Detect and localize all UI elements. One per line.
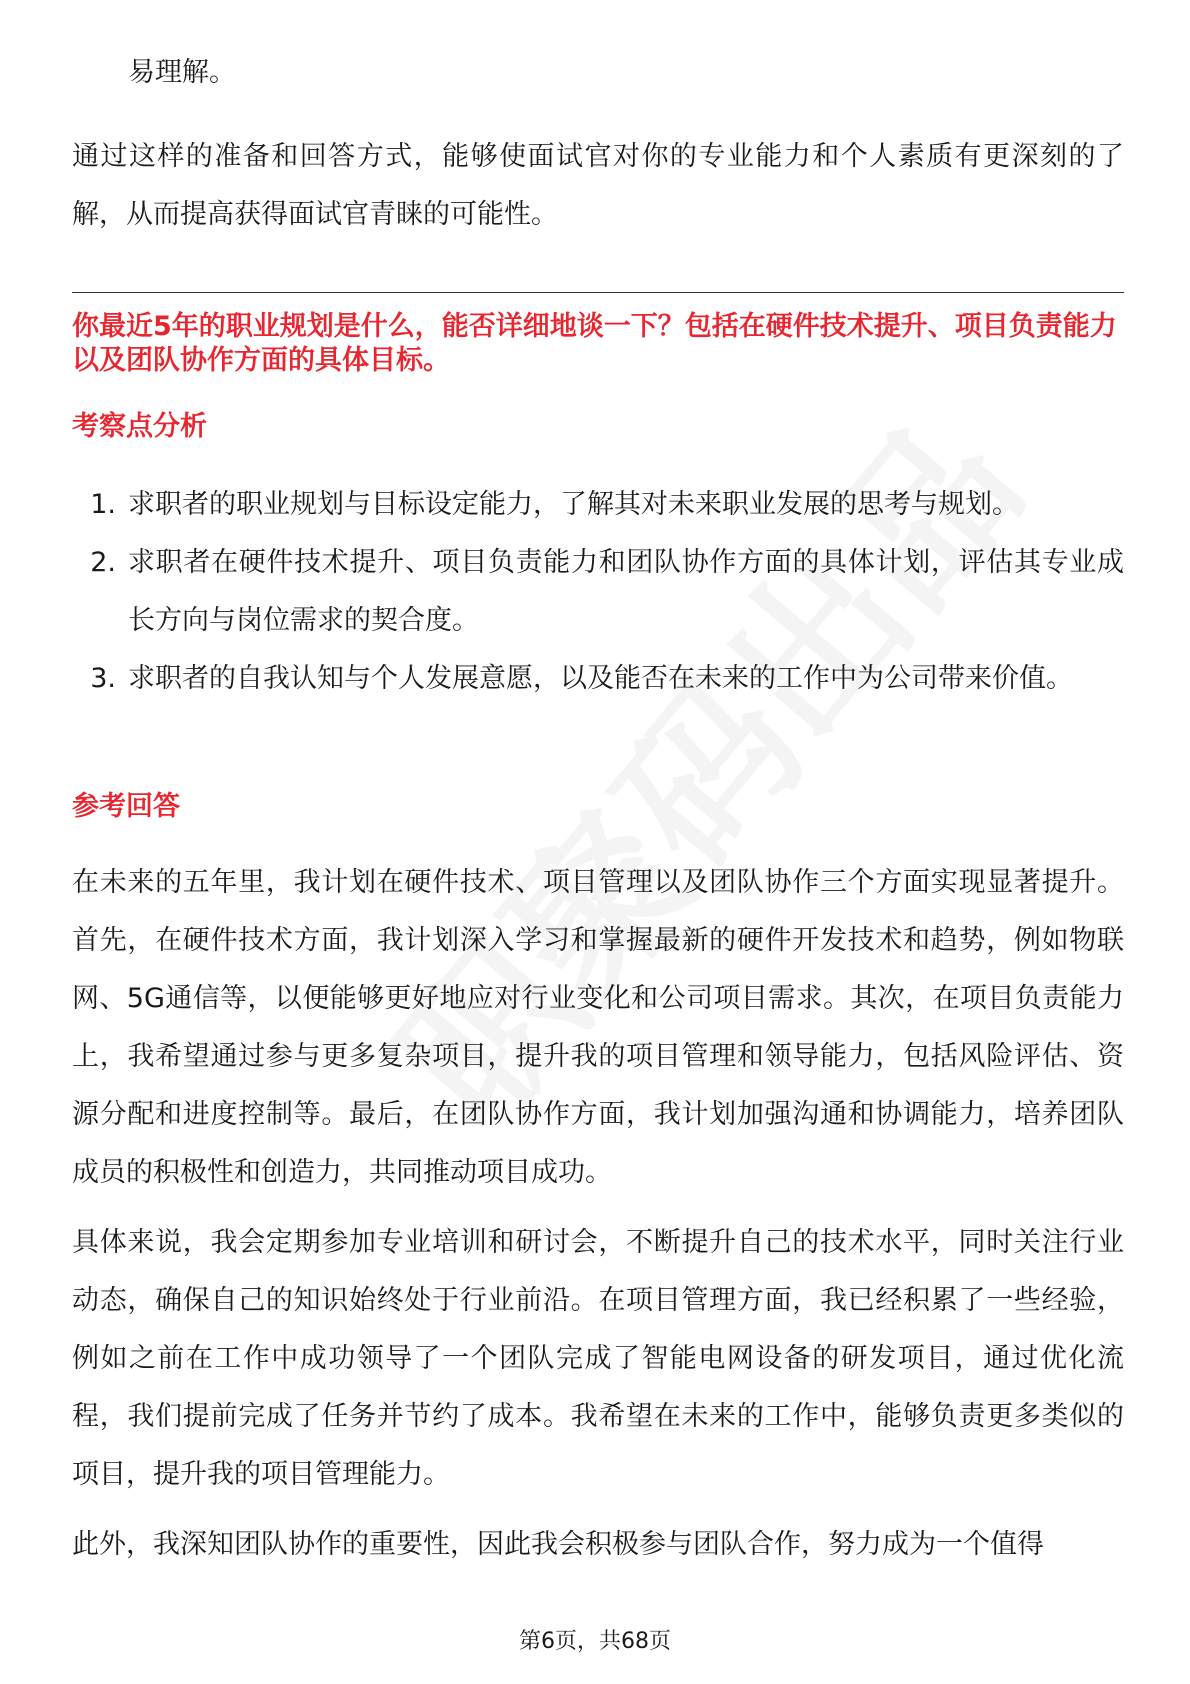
list-item — [72, 534, 1124, 650]
answer-paragraph: 在未来的五年里，我计划在硬件技术、项目管理以及团队协作三个方面实现显著提升。首先，在硬件技术方面，我计划深入学习和掌握最新的硬件开发技术和趋势，例如物联网、5G通信等，以便能够更好地应对行业变化和公司项目需求。其次，在项目负责能力上，我希望通过参与更多复杂项目，提升我的项目管理和领导能力，包括风险评估、资源分配和进度控制等。最后，在团队协作方面，我计划加强沟通和协调能力，培养团队成员的积极性和创造力，共同推动项目成功。 — [72, 867, 1124, 1188]
list-text: 求职者的职业规划与目标设定能力，了解其对未来职业发展的思考与规划。 — [128, 489, 1019, 520]
answer-title: 参考回答 — [72, 791, 180, 822]
continuation-text: 易理解。 — [128, 57, 236, 88]
list-number: 2. — [90, 547, 116, 578]
question-heading: 你最近5年的职业规划是什么，能否详细地谈一下？包括在硬件技术提升、项目负责能力以及团队协作方面的具体目标。 — [72, 311, 1117, 376]
list-text: 求职者的自我认知与个人发展意愿，以及能否在未来的工作中为公司带来价值。 — [128, 663, 1073, 694]
analysis-list — [72, 476, 1124, 708]
section-divider — [72, 292, 1124, 293]
answer-paragraph: 此外，我深知团队协作的重要性，因此我会积极参与团队合作，努力成为一个值得 — [72, 1529, 1044, 1560]
document-page — [72, 0, 1124, 1684]
list-number: 1. — [90, 489, 116, 520]
answer-paragraph: 具体来说，我会定期参加专业培训和研讨会，不断提升自己的技术水平，同时关注行业动态，确保自己的知识始终处于行业前沿。在项目管理方面，我已经积累了一些经验，例如之前在工作中成功领导了一个团队完成了智能电网设备的研发项目，通过优化流程，我们提前完成了任务并节约了成本。我希望在未来的工作中，能够负责更多类似的项目，提升我的项目管理能力。 — [72, 1227, 1124, 1490]
analysis-title: 考察点分析 — [72, 411, 207, 442]
page-footer: 第6页，共68页 — [519, 1629, 671, 1654]
list-item — [72, 476, 1124, 534]
intro-paragraph: 通过这样的准备和回答方式，能够使面试官对你的专业能力和个人素质有更深刻的了解，从而提高获得面试官青睐的可能性。 — [72, 141, 1124, 230]
list-number: 3. — [90, 663, 116, 694]
list-item — [72, 650, 1124, 708]
list-text: 求职者在硬件技术提升、项目负责能力和团队协作方面的具体计划，评估其专业成长方向与岗位需求的契合度。 — [128, 547, 1124, 636]
